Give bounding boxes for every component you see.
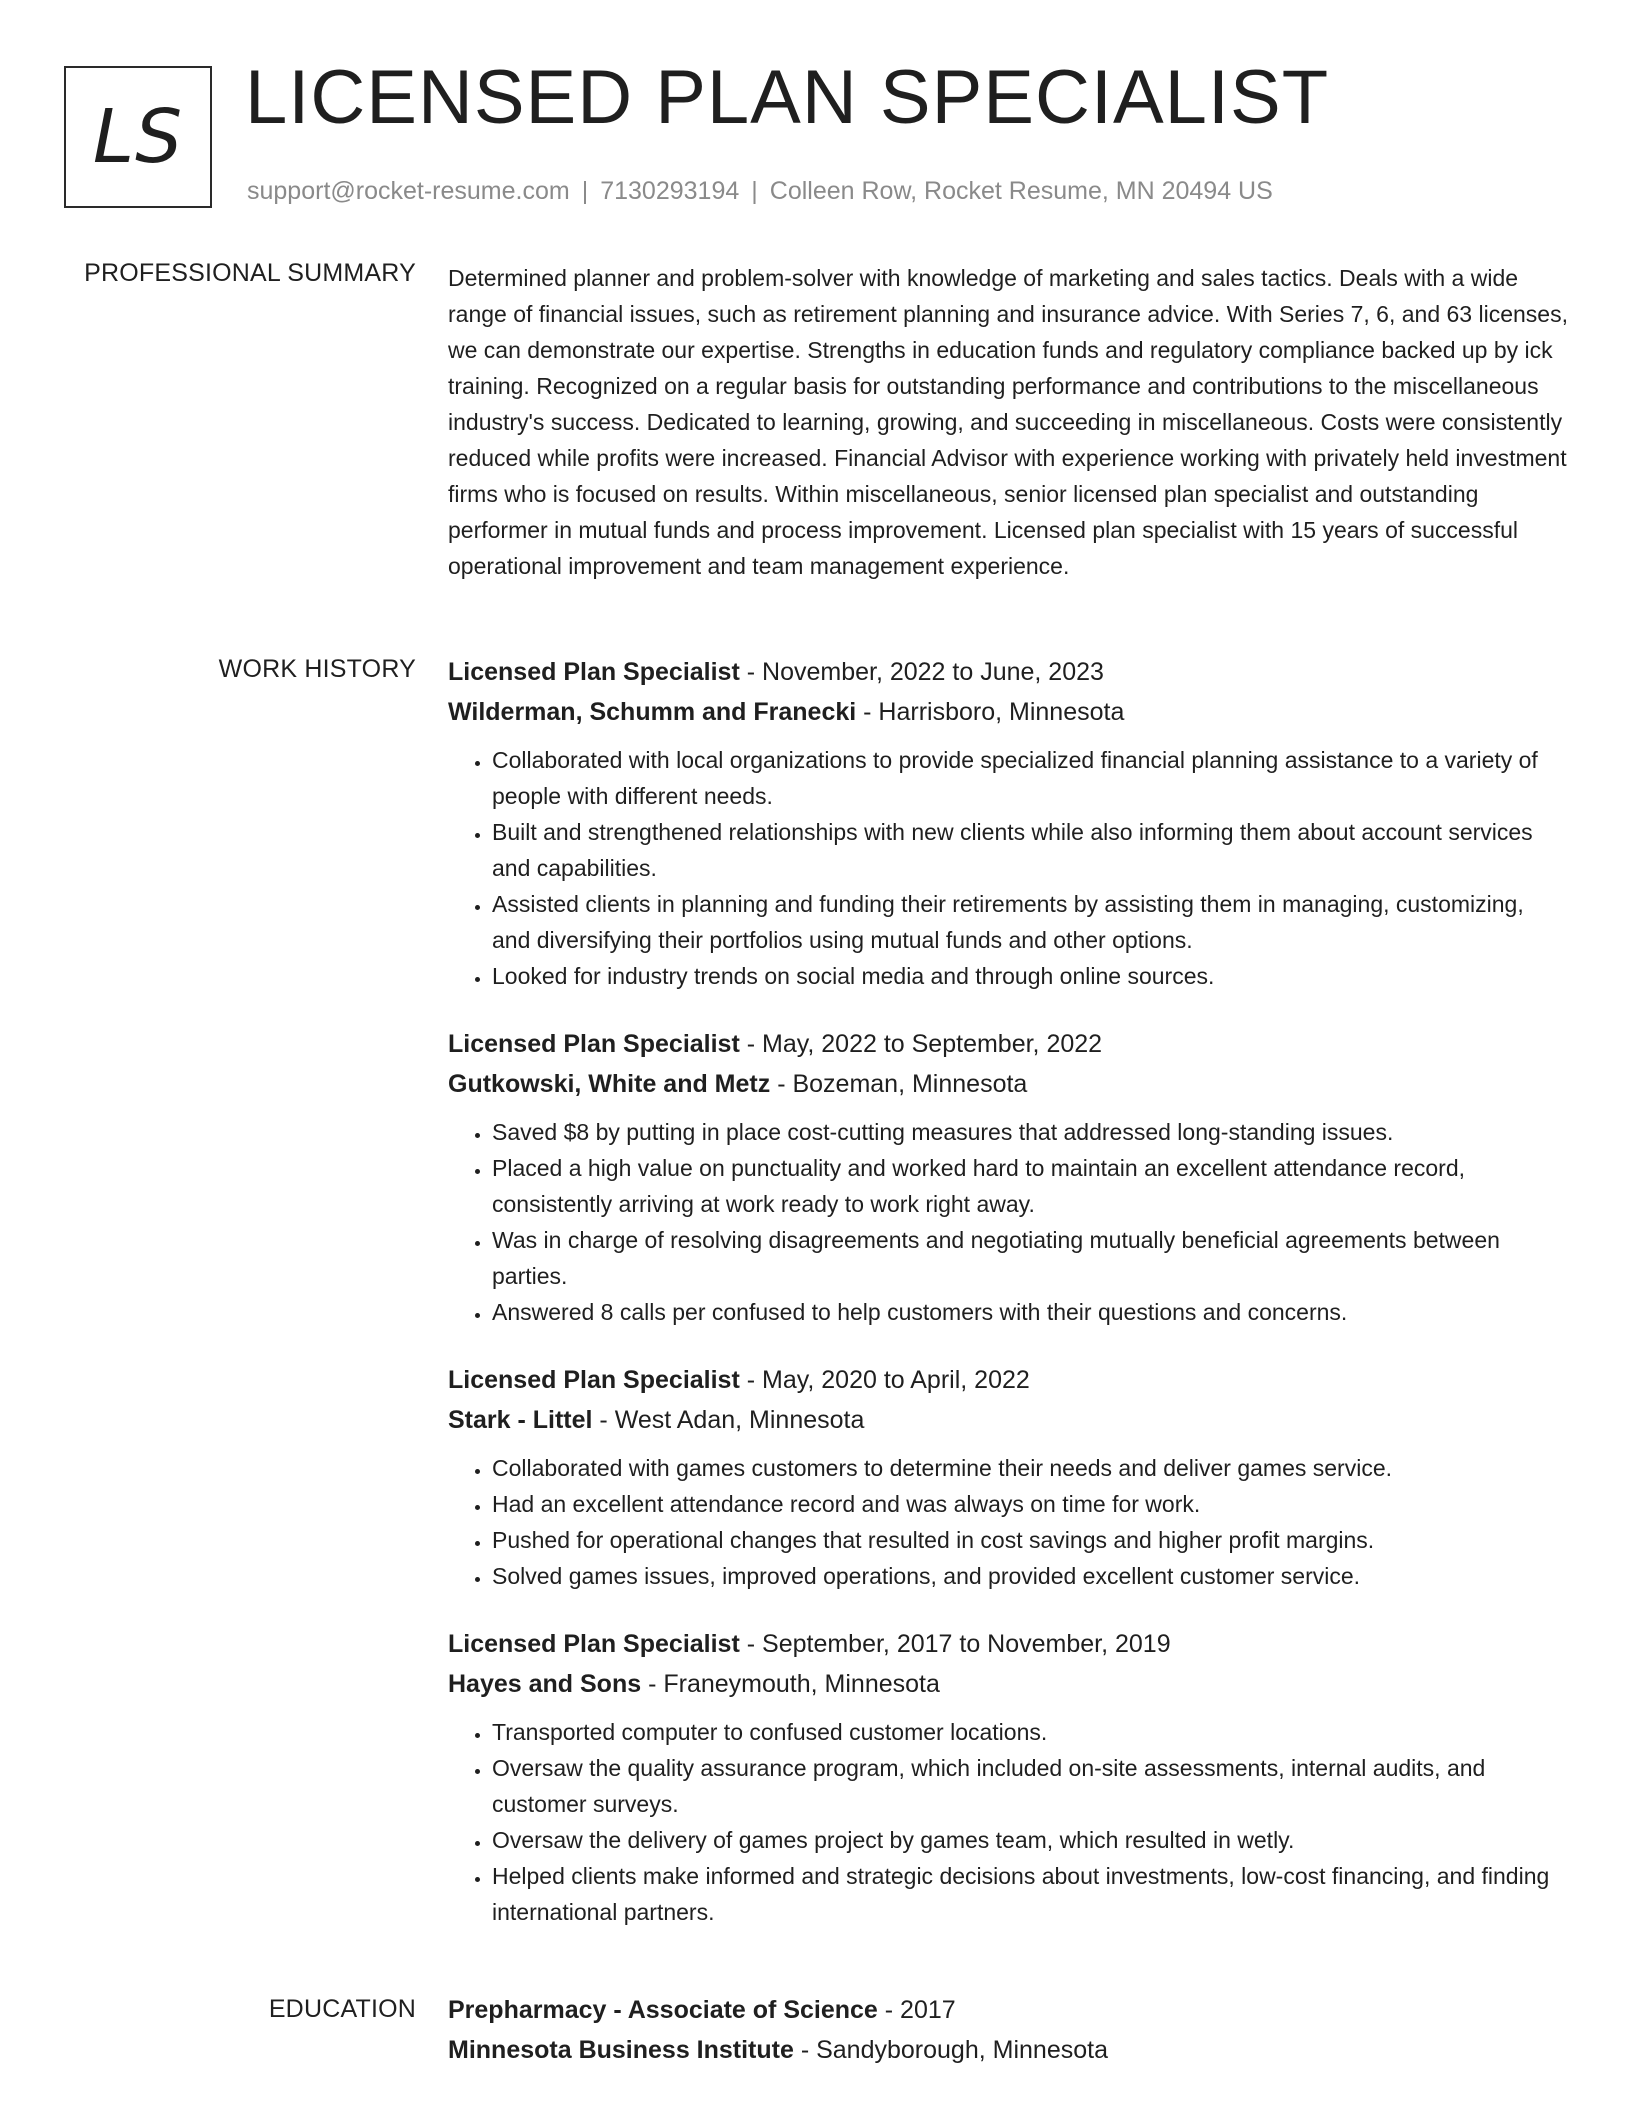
job-title: Licensed Plan Specialist xyxy=(448,658,740,686)
job-location: - Bozeman, Minnesota xyxy=(770,1070,1028,1098)
job-bullet: • Pushed for operational changes that resulted in cost savings and higher profit margins. xyxy=(492,1522,1568,1558)
job-location: - Franeymouth, Minnesota xyxy=(641,1670,940,1698)
school-location: - Sandyborough, Minnesota xyxy=(793,2036,1108,2064)
job-bullet: • Transported computer to confused customer locations. xyxy=(492,1714,1568,1750)
job-title-line xyxy=(448,1624,1568,1664)
degree-name: Prepharmacy - Associate of Science xyxy=(448,1996,878,2024)
work-history-section xyxy=(448,652,1568,1960)
job-location: - Harrisboro, Minnesota xyxy=(856,698,1125,726)
contact-phone[interactable]: 7130293194 xyxy=(600,177,740,205)
degree-line xyxy=(448,1990,1568,2030)
job-bullets xyxy=(448,1714,1568,1930)
contact-separator: | xyxy=(581,177,589,205)
job-bullet: • Helped clients make informed and strategic decisions about investments, low-cost financing, and finding international partners. xyxy=(492,1858,1568,1930)
work-history-heading: WORK HISTORY xyxy=(218,655,416,683)
job-title: Licensed Plan Specialist xyxy=(448,1030,740,1058)
degree-year: - 2017 xyxy=(877,1996,956,2024)
contact-separator: | xyxy=(751,177,758,205)
contact-address: Colleen Row, Rocket Resume, MN 20494 US xyxy=(769,177,1273,205)
job-bullet: • Had an excellent attendance record and was always on time for work. xyxy=(492,1486,1568,1522)
job-title: Licensed Plan Specialist xyxy=(448,1366,740,1394)
job-entry xyxy=(448,1360,1568,1594)
job-bullet: • Oversaw the delivery of games project by games team, which resulted in wetly. xyxy=(492,1822,1568,1858)
job-location: - West Adan, Minnesota xyxy=(592,1406,865,1434)
job-company-line xyxy=(448,1400,1568,1440)
job-dates: - September, 2017 to November, 2019 xyxy=(739,1630,1171,1658)
job-company-line xyxy=(448,1664,1568,1704)
school-name: Minnesota Business Institute xyxy=(448,2036,794,2064)
job-title-line xyxy=(448,1360,1568,1400)
job-bullet: • Was in charge of resolving disagreements and negotiating mutually beneficial agreements between parties. xyxy=(492,1222,1568,1294)
resume-title: LICENSED PLAN SPECIALIST xyxy=(245,55,1330,140)
job-company-line xyxy=(448,1064,1568,1104)
job-dates: - May, 2020 to April, 2022 xyxy=(739,1366,1030,1394)
job-title-line xyxy=(448,652,1568,692)
job-bullet: • Collaborated with games customers to determine their needs and deliver games service. xyxy=(492,1450,1568,1486)
job-company: Gutkowski, White and Metz xyxy=(448,1070,771,1098)
job-company-line xyxy=(448,692,1568,732)
job-bullets xyxy=(448,1450,1568,1594)
job-bullet: • Saved $8 by putting in place cost-cutting measures that addressed long-standing issues. xyxy=(492,1114,1568,1150)
job-entry xyxy=(448,1624,1568,1930)
monogram-box xyxy=(64,66,212,208)
summary-text: Determined planner and problem-solver with knowledge of marketing and sales tactics. Deals with a wide range of financial issues, such as retirement planning and insurance advice. With Series 7, 6, and 63 licenses, we can demonstrate our expertise. Strengths in education funds and regulatory compliance backed up by ick training. Recognized on a regular basis for outstanding performance and contributions to the miscellaneous industry's success. Dedicated to learning, growing, and succeeding in miscellaneous. Costs were consistently reduced while profits were increased. Financial Advisor with experience working with privately held investment firms who is focused on results. Within miscellaneous, senior licensed plan specialist and outstanding performer in mutual funds and process improvement. Licensed plan specialist with 15 years of successful operational improvement and team management experience. xyxy=(448,265,1568,579)
job-title: Licensed Plan Specialist xyxy=(448,1630,740,1658)
job-bullet: • Assisted clients in planning and funding their retirements by assisting them in managing, customizing, and diversifying their portfolios using mutual funds and other options. xyxy=(492,886,1568,958)
job-bullets xyxy=(448,1114,1568,1330)
job-title-line xyxy=(448,1024,1568,1064)
job-bullet: • Placed a high value on punctuality and worked hard to maintain an excellent attendance record, consistently arriving at work ready to work right away. xyxy=(492,1150,1568,1222)
job-company: Stark - Littel xyxy=(448,1406,593,1434)
job-entry xyxy=(448,1024,1568,1330)
job-company: Wilderman, Schumm and Franecki xyxy=(448,698,857,726)
job-dates: - November, 2022 to June, 2023 xyxy=(739,658,1104,686)
contact-email[interactable]: support@rocket-resume.com xyxy=(247,177,570,205)
job-bullet: • Looked for industry trends on social media and through online sources. xyxy=(492,958,1568,994)
monogram-initials: LS xyxy=(92,94,184,180)
contact-line xyxy=(247,176,1273,206)
education-section xyxy=(448,1990,1568,2070)
job-company: Hayes and Sons xyxy=(448,1670,642,1698)
job-bullet: • Collaborated with local organizations to provide specialized financial planning assistance to a variety of people with different needs. xyxy=(492,742,1568,814)
job-bullets xyxy=(448,742,1568,994)
school-line xyxy=(448,2030,1568,2070)
summary-heading: PROFESSIONAL SUMMARY xyxy=(84,259,416,287)
job-bullet: • Answered 8 calls per confused to help customers with their questions and concerns. xyxy=(492,1294,1568,1330)
job-entry xyxy=(448,652,1568,994)
job-bullet: • Oversaw the quality assurance program, which included on-site assessments, internal audits, and customer surveys. xyxy=(492,1750,1568,1822)
job-bullet: • Built and strengthened relationships with new clients while also informing them about account services and capabilities. xyxy=(492,814,1568,886)
job-bullet: • Solved games issues, improved operations, and provided excellent customer service. xyxy=(492,1558,1568,1594)
education-heading: EDUCATION xyxy=(268,1995,416,2023)
summary-section xyxy=(448,260,1568,584)
job-dates: - May, 2022 to September, 2022 xyxy=(739,1030,1103,1058)
